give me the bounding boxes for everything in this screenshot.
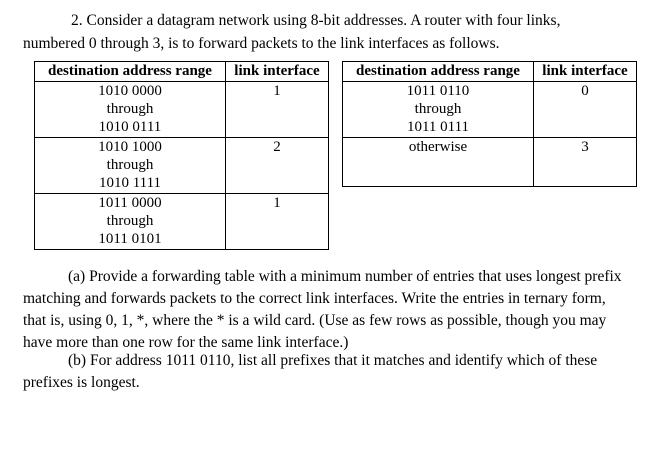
link-cell: 1 bbox=[226, 82, 329, 138]
range-through: through bbox=[106, 213, 154, 229]
part-a-line: have more than one row for the same link interface.) bbox=[23, 334, 349, 351]
range-through: through bbox=[106, 157, 154, 173]
link-cell: 2 bbox=[226, 138, 329, 194]
range-from: 1010 1000 bbox=[98, 139, 162, 155]
part-a-line: matching and forwards packets to the correct link interfaces. Write the entries in ternary form, bbox=[23, 290, 606, 307]
range-cell bbox=[343, 138, 534, 187]
table-row bbox=[35, 194, 329, 250]
table-row bbox=[343, 82, 637, 138]
table-header-row bbox=[343, 62, 637, 82]
part-b-line: prefixes is longest. bbox=[23, 374, 140, 391]
range-cell bbox=[35, 194, 226, 250]
header-link-interface: link interface bbox=[226, 62, 329, 82]
range-from: 1011 0000 bbox=[98, 195, 162, 211]
range-cell bbox=[343, 82, 534, 138]
range-to: 1011 0111 bbox=[406, 119, 470, 135]
forwarding-range-table-right bbox=[342, 61, 637, 187]
range-through: through bbox=[106, 101, 154, 117]
table-header-row bbox=[35, 62, 329, 82]
header-link-interface: link interface bbox=[534, 62, 637, 82]
range-from: 1010 0000 bbox=[98, 83, 162, 99]
intro-line-2: numbered 0 through 3, is to forward packets to the link interfaces as follows. bbox=[23, 35, 500, 52]
range-through: through bbox=[414, 101, 462, 117]
link-cell: 3 bbox=[534, 138, 637, 187]
part-b-paragraph bbox=[23, 350, 648, 394]
part-a-line bbox=[23, 266, 648, 288]
range-to: 1011 0101 bbox=[98, 231, 162, 247]
part-a-line: that is, using 0, 1, *, where the * is a wild card. (Use as few rows as possible, though you may bbox=[23, 312, 607, 329]
part-b-line-text: (b) For address 1011 0110, list all prefixes that it matches and identify which of these bbox=[68, 352, 598, 369]
forwarding-range-table-left bbox=[34, 61, 329, 250]
table-row bbox=[35, 82, 329, 138]
table-row bbox=[35, 138, 329, 194]
range-cell bbox=[35, 138, 226, 194]
table-row bbox=[343, 138, 637, 187]
range-from: 1011 0110 bbox=[406, 83, 470, 99]
part-b-line bbox=[23, 350, 648, 372]
range-to: 1010 1111 bbox=[98, 175, 162, 191]
part-a-paragraph bbox=[23, 266, 648, 354]
header-destination-range: destination address range bbox=[35, 62, 226, 82]
intro-line-1: 2. Consider a datagram network using 8-bit addresses. A router with four links, bbox=[71, 12, 561, 29]
range-to: 1010 0111 bbox=[98, 119, 162, 135]
link-cell: 1 bbox=[226, 194, 329, 250]
range-cell bbox=[35, 82, 226, 138]
header-destination-range: destination address range bbox=[343, 62, 534, 82]
link-cell: 0 bbox=[534, 82, 637, 138]
part-a-line-text: (a) Provide a forwarding table with a minimum number of entries that uses longest prefix bbox=[68, 268, 622, 285]
range-otherwise: otherwise bbox=[408, 139, 468, 155]
